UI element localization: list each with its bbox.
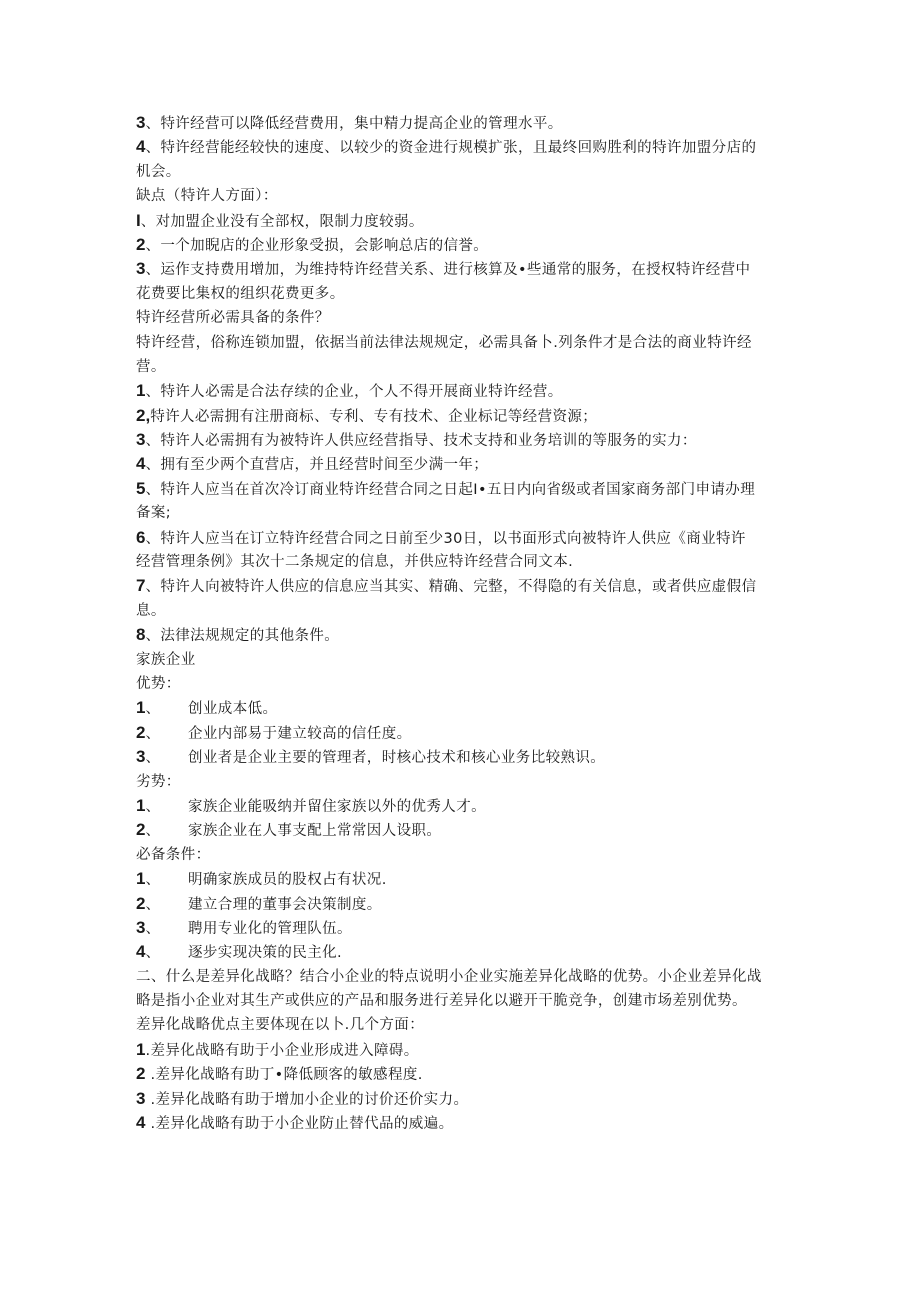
text-line bbox=[136, 379, 792, 403]
list-text: 创业成本低。 bbox=[188, 701, 278, 718]
line-text: .差异化战略有助于增加小企业的讨价还价实力。 bbox=[145, 1091, 469, 1108]
line-text: 息。 bbox=[136, 602, 166, 619]
list-punctuation: 、 bbox=[145, 920, 161, 937]
text-line bbox=[136, 355, 792, 379]
line-text: 经营管理条例》其次十二条规定的信息，并供应特许经营合同文本. bbox=[136, 554, 574, 571]
text-line bbox=[136, 233, 792, 257]
text-line bbox=[136, 160, 792, 184]
list-marker bbox=[136, 794, 188, 819]
text-line bbox=[136, 1111, 792, 1135]
line-number: 2, bbox=[136, 405, 151, 425]
list-item bbox=[136, 818, 792, 842]
line-number: 2 bbox=[136, 234, 146, 254]
list-marker bbox=[136, 745, 188, 770]
list-text: 聘用专业化的管理队伍。 bbox=[188, 920, 352, 937]
line-number: 1 bbox=[136, 1039, 146, 1059]
list-punctuation: 、 bbox=[145, 750, 161, 767]
line-text: 、一个加睨店的企业形象受损，会影响总店的信誉。 bbox=[145, 237, 489, 254]
list-text: 创业者是企业主要的管理者，时核心技术和核心业务比较熟识。 bbox=[188, 750, 606, 767]
list-marker bbox=[136, 892, 188, 917]
conditions-heading: 必备条件： bbox=[136, 846, 211, 863]
text-line bbox=[136, 526, 792, 550]
text-line bbox=[136, 989, 792, 1013]
line-number: 3 bbox=[136, 1088, 146, 1108]
list-number: 1 bbox=[136, 698, 146, 718]
list-marker bbox=[136, 867, 188, 892]
family-business-disadvantages-list bbox=[136, 794, 792, 843]
text-line bbox=[136, 574, 792, 598]
list-item bbox=[136, 745, 792, 769]
line-text: 、特许人应当在订立特许经营合同之日前至少30日，以书面形式向被特许人供应《商业特许 bbox=[145, 530, 746, 547]
list-punctuation: 、 bbox=[145, 872, 161, 889]
family-business-advantages-list bbox=[136, 696, 792, 769]
line-text: 优势： bbox=[136, 675, 181, 692]
list-number: 3 bbox=[136, 747, 146, 767]
text-line bbox=[136, 306, 792, 330]
line-number: 1 bbox=[136, 381, 146, 401]
line-text: 、拥有至少两个直营店，并且经营时间至少满一年； bbox=[145, 457, 489, 474]
text-line bbox=[136, 428, 792, 452]
line-number: 3 bbox=[136, 259, 146, 279]
line-text: 特许经营所必需具备的条件？ bbox=[136, 310, 330, 327]
list-punctuation: 、 bbox=[145, 896, 161, 913]
text-line bbox=[136, 477, 792, 501]
list-number: 4 bbox=[136, 942, 146, 962]
text-line bbox=[136, 282, 792, 306]
list-marker bbox=[136, 721, 188, 746]
line-number: 3 bbox=[136, 113, 146, 132]
text-line bbox=[136, 184, 792, 208]
text-line bbox=[136, 135, 792, 159]
line-text: 营。 bbox=[136, 358, 166, 375]
text-line bbox=[136, 648, 792, 672]
list-text: 家族企业在人事支配上常常因人设职。 bbox=[188, 823, 442, 840]
text-line bbox=[136, 1087, 792, 1111]
line-number: 7 bbox=[136, 576, 146, 596]
line-number: 4 bbox=[136, 137, 146, 157]
line-text: 、特许人应当在首次冷订商业特许经营合同之日起I•五日内向省级或者国家商务部门申请办理 bbox=[145, 481, 756, 498]
line-text: 、特许人向被特许人供应的信息应当其实、精确、完整，不得隐的有关信息，或者供应虚假信 bbox=[145, 579, 757, 596]
line-text: 缺点（特许人方面）： bbox=[136, 188, 278, 205]
line-number: 2 bbox=[136, 1064, 146, 1084]
line-text: 、特许人必需拥有为被特许人供应经营指导、技术支持和业务培训的等服务的实力： bbox=[145, 433, 697, 450]
list-punctuation: 、 bbox=[145, 701, 161, 718]
list-item bbox=[136, 794, 792, 818]
line-text: 、特许经营能经较快的速度、以较少的资金进行规模扩张，且最终回购胜利的特许加盟分店的 bbox=[145, 140, 757, 157]
list-punctuation: 、 bbox=[145, 798, 161, 815]
line-number: 4 bbox=[136, 454, 146, 474]
text-line bbox=[136, 599, 792, 623]
line-text: 、法律法规规定的其他条件。 bbox=[145, 628, 340, 645]
list-item bbox=[136, 696, 792, 720]
text-line bbox=[136, 209, 792, 233]
list-item bbox=[136, 916, 792, 940]
line-text: 机会。 bbox=[136, 163, 181, 180]
list-text: 逐步实现决策的民主化. bbox=[188, 945, 343, 962]
text-line bbox=[136, 452, 792, 476]
text-line bbox=[136, 331, 792, 355]
list-item bbox=[136, 867, 792, 891]
text-line bbox=[136, 623, 792, 647]
line-number: 3 bbox=[136, 430, 146, 450]
disadvantages-heading: 劣势： bbox=[136, 773, 181, 790]
line-number: 4 bbox=[136, 1113, 146, 1133]
text-line bbox=[136, 404, 792, 428]
line-text: 、特许人必需是合法存续的企业，个人不得开展商业特许经营。 bbox=[145, 384, 563, 401]
list-punctuation: 、 bbox=[145, 725, 161, 742]
list-marker bbox=[136, 818, 188, 843]
line-text: 差异化战略优点主要体现在以卜.几个方面： bbox=[136, 1017, 425, 1034]
line-text: 特许人必需拥有注册商标、专利、专有技术、企业标记等经营资源； bbox=[150, 408, 598, 425]
family-business-conditions-list bbox=[136, 867, 792, 965]
list-marker bbox=[136, 940, 188, 965]
text-line bbox=[136, 550, 792, 574]
line-text: 二、什么是差异化战略？结合小企业的特点说明小企业实施差异化战略的优势。小企业差异化战 bbox=[136, 968, 762, 985]
list-number: 2 bbox=[136, 820, 146, 840]
list-item bbox=[136, 940, 792, 964]
text-line bbox=[136, 1062, 792, 1086]
list-number: 1 bbox=[136, 795, 146, 815]
line-text: 家族企业 bbox=[136, 651, 196, 668]
text-line bbox=[136, 501, 792, 525]
line-text: 、特许经营可以降低经营费用，集中精力提高企业的管理水平。 bbox=[145, 116, 563, 132]
list-number: 1 bbox=[136, 869, 146, 889]
line-number: 8 bbox=[136, 625, 146, 645]
list-item bbox=[136, 892, 792, 916]
text-line bbox=[136, 111, 792, 135]
line-text: .差异化战略有助于小企业形成进入障碍。 bbox=[145, 1042, 419, 1059]
line-text: .差异化战略有助于小企业防止替代品的威遍。 bbox=[145, 1116, 454, 1133]
text-line bbox=[136, 257, 792, 281]
list-text: 明确家族成员的股权占有状况. bbox=[188, 872, 387, 889]
list-text: 建立合理的董事会决策制度。 bbox=[188, 896, 382, 913]
line-text: 花费要比集权的组织花费更多。 bbox=[136, 285, 345, 302]
list-number: 2 bbox=[136, 893, 146, 913]
line-number: I bbox=[136, 210, 141, 230]
text-line bbox=[136, 1038, 792, 1062]
line-text: .差异化战略有助丁•降低顾客的敏感程度. bbox=[145, 1067, 423, 1084]
line-text: 备案; bbox=[136, 505, 172, 522]
list-marker bbox=[136, 916, 188, 941]
line-text: 、对加盟企业没有全部权，限制力度较弱。 bbox=[140, 213, 424, 230]
line-number: 6 bbox=[136, 527, 146, 547]
list-item bbox=[136, 721, 792, 745]
line-number: 5 bbox=[136, 478, 146, 498]
line-text: 略是指小企业对其生产或供应的产品和服务进行差异化以避开干脆竞争，创建市场差别优势。 bbox=[136, 993, 747, 1010]
list-number: 2 bbox=[136, 722, 146, 742]
list-number: 3 bbox=[136, 917, 146, 937]
differentiation-section bbox=[136, 965, 792, 1136]
line-text: 、运作支持费用增加，为维持特许经营关系、进行核算及•些通常的服务，在授权特许经营中 bbox=[145, 262, 751, 279]
line-text: 特许经营，俗称连锁加盟，依据当前法律法规规定，必需具备卜.列条件才是合法的商业特许经 bbox=[136, 334, 752, 351]
text-line bbox=[136, 672, 792, 696]
text-line bbox=[136, 965, 792, 989]
text-line bbox=[136, 1013, 792, 1037]
franchise-section bbox=[136, 111, 792, 696]
document-body bbox=[136, 111, 792, 1135]
list-text: 企业内部易于建立较高的信任度。 bbox=[188, 725, 412, 742]
list-text: 家族企业能吸纳并留住家族以外的优秀人才。 bbox=[188, 798, 486, 815]
list-punctuation: 、 bbox=[145, 823, 161, 840]
list-marker bbox=[136, 696, 188, 721]
list-punctuation: 、 bbox=[145, 945, 161, 962]
